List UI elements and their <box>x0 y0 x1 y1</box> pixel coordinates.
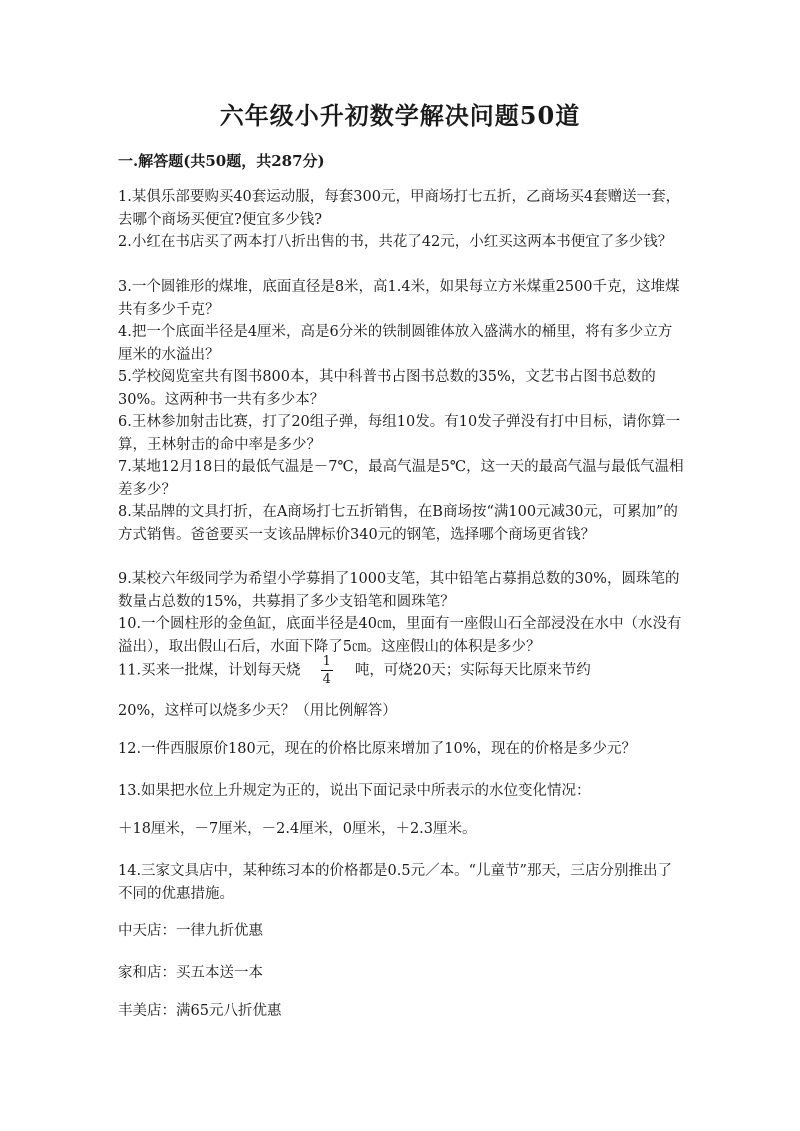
question-11 <box>118 654 684 687</box>
question-6: 6.王林参加射击比赛，打了20组子弹，每组10发。有10发子弹没有打中目标，请你算一算，王林射击的命中率是多少？ <box>118 414 681 453</box>
fraction-denominator: 4 <box>322 672 331 687</box>
question-11-text-before: 11.买来一批煤，计划每天烧 <box>118 662 301 679</box>
fraction-bar <box>321 670 333 671</box>
question-7: 7.某地12月18日的最低气温是－7℃，最高气温是5℃，这一天的最高气温与最低气温相差多少？ <box>118 459 684 498</box>
question-9: 9.某校六年级同学为希望小学募捐了1000支笔，其中铅笔占募捐总数的30%，圆珠笔的数量占总数的15%，共募捐了多少支铅笔和圆珠笔？ <box>118 571 680 610</box>
question-1: 1.某俱乐部要购买40套运动服，每套300元，甲商场打七五折，乙商场买4套赠送一套，去哪个商场买便宜?便宜多少钱? <box>118 189 681 228</box>
question-13-values: ＋18厘米，－7厘米，－2.4厘米，0厘米，＋2.3厘米。 <box>118 821 477 837</box>
store-fengmei: 丰美店：满65元八折优惠 <box>118 1003 282 1019</box>
question-8: 8.某品牌的文具打折，在A商场打七五折销售，在B商场按“满100元减30元，可累加”的方式销售。爸爸要买一支该品牌标价340元的钢笔，选择哪个商场更省钱？ <box>118 504 678 543</box>
question-11-line-2: 20%，这样可以烧多少天？（用比例解答） <box>118 703 397 719</box>
question-3: 3.一个圆锥形的煤堆，底面直径是8米，高1.4米，如果每立方米煤重2500千克，这堆煤共有多少千克？ <box>118 279 680 318</box>
question-14: 14.三家文具店中，某种练习本的价格都是0.5元／本。“儿童节”那天，三店分别推出了不同的优惠措施。 <box>118 863 672 902</box>
store-jiahe: 家和店：买五本送一本 <box>118 965 263 981</box>
store-zhongtian: 中天店：一律九折优惠 <box>118 923 263 939</box>
page-title: 六年级小升初数学解决问题50道 <box>219 101 581 130</box>
fraction <box>321 654 333 687</box>
question-10: 10.一个圆柱形的金鱼缸，底面半径是40㎝，里面有一座假山石全部浸没在水中（水没有溢出），取出假山石后，水面下降了5㎝。这座假山的体积是多少？ <box>118 616 682 655</box>
question-4: 4.把一个底面半径是4厘米，高是6分米的铁制圆锥体放入盛满水的桶里，将有多少立方厘米的水溢出？ <box>118 324 673 363</box>
section-heading: 一.解答题(共50题，共287分) <box>118 152 325 170</box>
question-13: 13.如果把水位上升规定为正的，说出下面记录中所表示的水位变化情况： <box>118 783 591 799</box>
fraction-numerator: 1 <box>322 654 331 669</box>
question-12: 12.一件西服原价180元，现在的价格比原来增加了10%，现在的价格是多少元？ <box>118 741 636 757</box>
question-11-text-after: 吨，可烧20天；实际每天比原来节约 <box>354 662 591 679</box>
question-5: 5.学校阅览室共有图书800本，其中科普书占图书总数的35%，文艺书占图书总数的30%。这两种书一共有多少本？ <box>118 369 656 408</box>
question-2: 2.小红在书店买了两本打八折出售的书，共花了42元，小红买这两本书便宜了多少钱？ <box>118 234 673 250</box>
